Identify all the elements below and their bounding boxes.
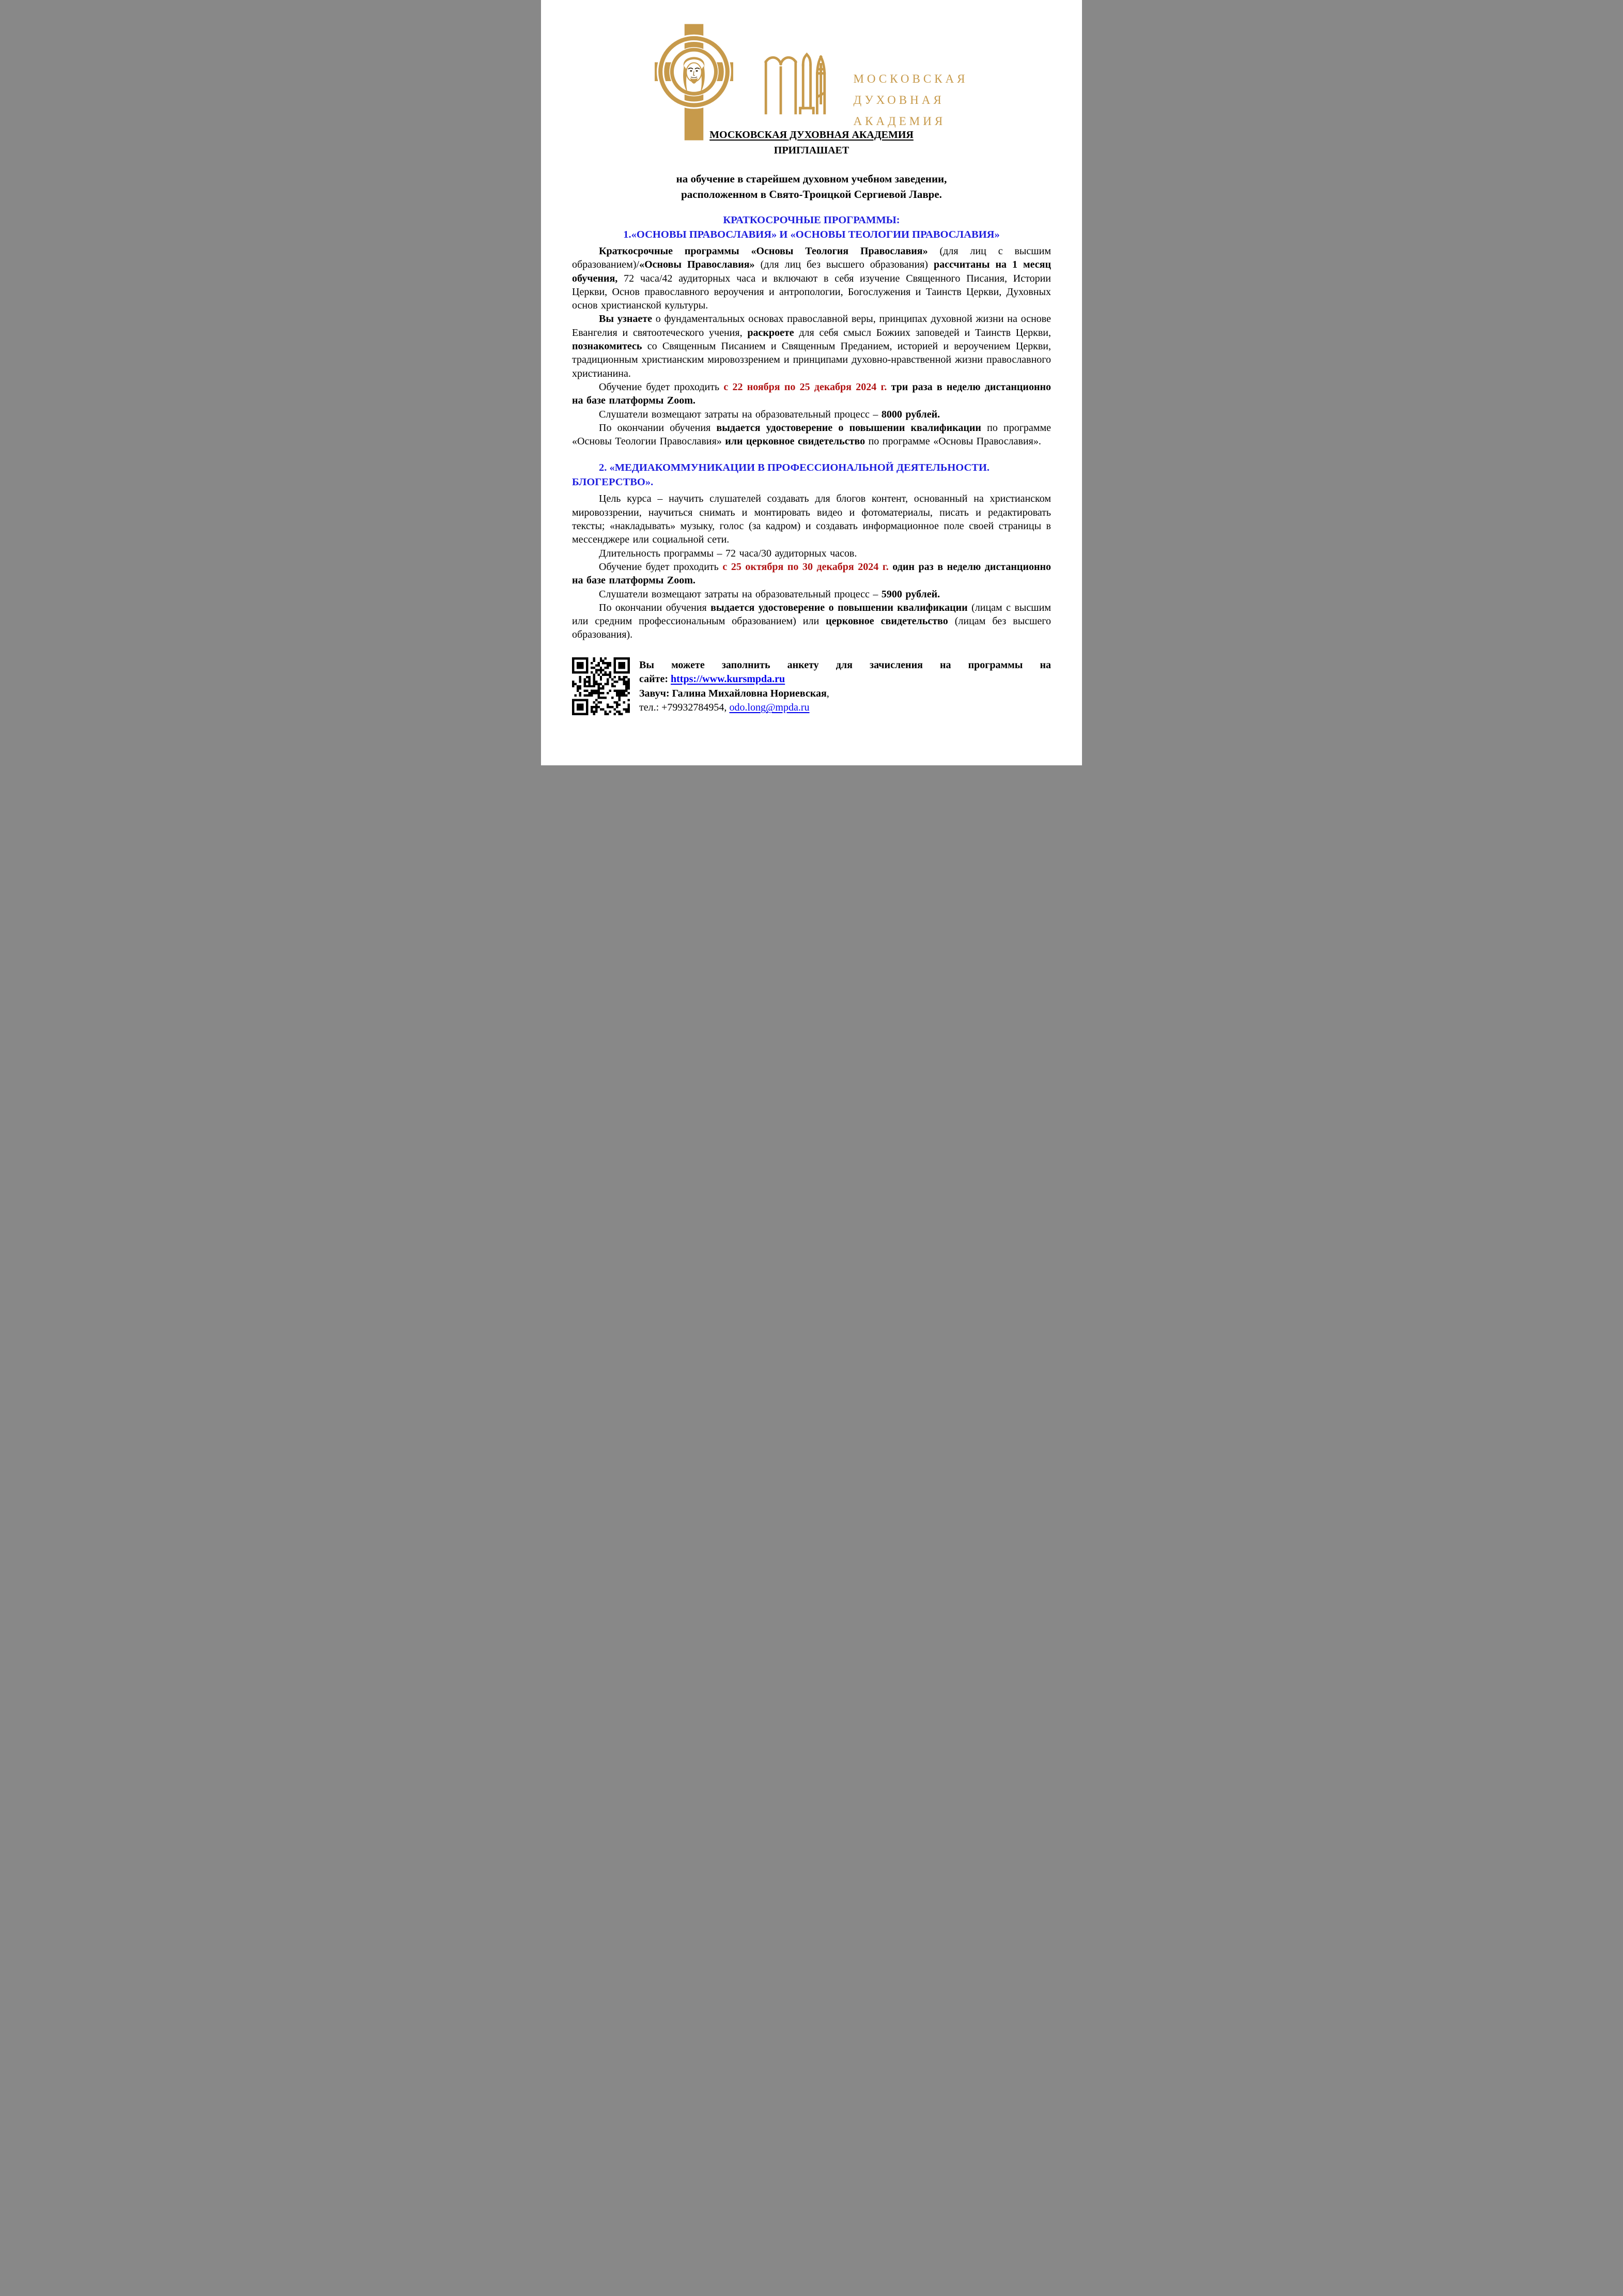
text-run: Слушатели возмещают затраты на образовательный процесс – [599,588,882,600]
text-run: раскроете [747,327,794,338]
text-run: По окончании обучения [599,602,711,613]
text-run: (для лиц с высшим образованием)/ [572,245,1051,271]
program1-paragraph [572,312,1051,380]
footer-line [639,658,1051,673]
program2-title-line2: БЛОГЕРСТВО». [572,476,654,488]
text-run: три раза в неделю дистанционно на базе платформы Zoom. [572,381,1052,407]
text-run: (лицам без высшего образования). [572,615,1051,641]
text-run: 72 часа/42 аудиторных часа и включают в себя изучение Священного Писания, Истории Церкви, Основ православного вероучения и антропологии, Богослужения и Таинств Церкви, Духовных основ христианской культуры. [572,272,1051,312]
site-link[interactable]: https://www.kursmpda.ru [671,673,785,685]
email-link[interactable]: odo.long@mpda.ru [729,702,810,714]
footer-line [639,672,1051,687]
text-run: (для лиц без высшего образования) [754,259,934,271]
text-run: Длительность программы – 72 часа/30 аудиторных часов. [599,547,857,559]
invitation-line2: расположенном в Свято-Троицкой Сергиевой Лавре. [681,188,942,201]
text-run [887,381,891,393]
text-run: сайте: [639,673,671,685]
text-run: Обучение будет проходить [599,561,723,573]
mda-letters-icon [760,49,826,119]
text-run: выдается удостоверение о повышении квалификации [716,422,981,434]
qr-code [572,657,630,715]
text-run: по программе «Основы Православия». [865,436,1041,448]
text-run: тел.: +79932784954, [639,702,730,714]
text-run: для себя смысл Божиих заповедей и Таинств Церкви, [794,327,1051,338]
program1-paragraph [572,380,1051,408]
program2-title [572,460,1051,489]
text-run: Вы можете заполнить анкету для зачисления на программы на [639,659,1051,671]
text-run: (лицам с высшим или средним профессиональным образованием) или [572,602,1051,627]
footer-text [639,657,1051,715]
program2-title-line1: 2. «МЕДИАКОММУНИКАЦИИ В ПРОФЕССИОНАЛЬНОЙ ДЕЯТЕЛЬНОСТИ. [599,462,990,474]
text-run: 5900 рублей. [881,588,940,600]
invitation-text [572,171,1051,202]
text-run: по программе «Основы Теологии Православия» [572,422,1051,448]
text-run: «Основы Православия» [639,259,755,271]
logo-wordmark-line3: АКАДЕМИЯ [853,115,946,128]
footer-line [639,701,1051,715]
text-run: о фундаментальных основах православной веры, принципах духовной жизни на основе Евангелия и святоотеческого учения, [572,313,1052,338]
logo-row [541,0,1082,128]
footer-note [572,657,1051,715]
text-run: Краткосрочные программы «Основы Теология Православия» [599,245,928,257]
text-run: или церковное свидетельство [725,436,865,448]
invitation-line1: на обучение в старейшем духовном учебном заведении, [676,173,947,185]
text-run: Вы узнаете [599,313,652,325]
text-run: По окончании обучения [599,422,717,434]
text-run: церковное свидетельство [826,615,948,627]
footer-line [639,687,1051,701]
document-subtitle: ПРИГЛАШАЕТ [774,145,849,156]
text-run: с 25 октября по 30 декабря 2024 г. [722,561,889,573]
text-run: Слушатели возмещают затраты на образовательный процесс – [599,408,882,420]
program1-paragraph [572,408,1051,421]
text-run: выдается удостоверение о повышении квалификации [710,602,968,613]
program2-paragraph [572,492,1051,546]
program2-paragraph [572,588,1051,601]
program2-paragraph [572,547,1051,560]
program1-paragraph [572,421,1051,449]
document-title [572,128,1051,142]
text-run: Обучение будет проходить [599,381,724,393]
document-body [541,128,1082,715]
page [541,0,1082,765]
text-run: с 22 ноября по 25 декабря 2024 г. [723,381,887,393]
logo-wordmark-line2: ДУХОВНАЯ [853,94,945,106]
program1-paragraph [572,244,1051,312]
program2-paragraph [572,560,1051,588]
text-run: 8000 рублей. [881,408,940,420]
logo-wordmark-line1: МОСКОВСКАЯ [853,72,968,85]
text-run: , [826,687,829,699]
text-run: со Священным Писанием и Священным Преданием, историей и вероучением Церкви, традиционным христианским мировоззрением и принципами духовно-нравственной жизни православного христианина. [572,341,1051,379]
program2-paragraph [572,601,1051,642]
document-title-text: МОСКОВСКАЯ ДУХОВНАЯ АКАДЕМИЯ [709,129,914,141]
academy-cross-icon [655,24,733,141]
programs-heading: КРАТКОСРОЧНЫЕ ПРОГРАММЫ: [723,214,900,226]
text-run: познакомитесь [572,341,642,352]
program1-title: 1.«ОСНОВЫ ПРАВОСЛАВИЯ» И «ОСНОВЫ ТЕОЛОГИИ ПРАВОСЛАВИЯ» [623,229,1000,240]
text-run: один раз в неделю дистанционно на базе платформы Zoom. [572,561,1052,587]
text-run: Завуч: Галина Михайловна Нориевская [639,687,827,699]
text-run: рассчитаны на 1 месяц обучения, [572,259,1052,284]
text-run: Цель курса – научить слушателей создавать для блогов контент, основанный на христианском мировоззрении, научиться снимать и монтировать видео и фотоматериалы, писать и редактировать тексты; «накладывать» музыку, голос (за кадром) и создавать информационное поле своей страницы в мессенджере или социальной сети. [572,493,1051,546]
logo-wordmark [853,68,968,132]
